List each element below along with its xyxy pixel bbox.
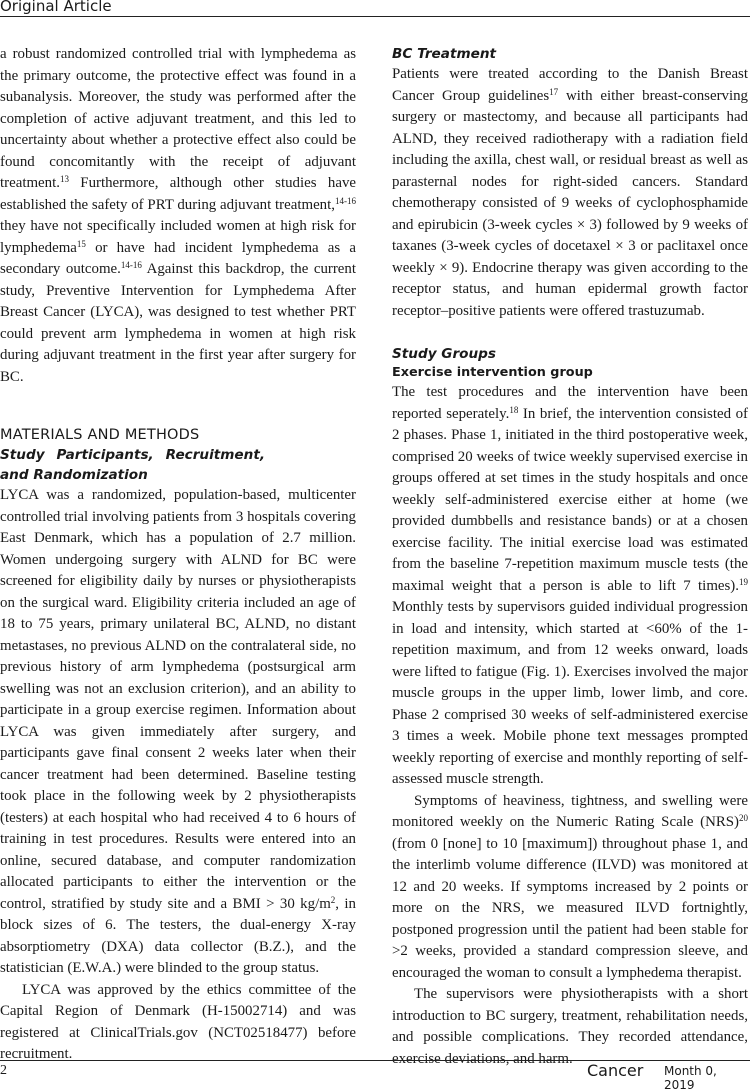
citation-superscript: 2 [330,894,336,905]
citation-superscript: 17 [549,86,559,97]
citation-superscript: 20 [739,813,748,823]
exercise-paragraph-3 [392,984,748,1070]
participants-heading: Study Participants, Recruitment, and Randomization [0,447,265,483]
text-run: (from 0 [none] to 10 [maximum]) throughout phase 1, and the interlimb volume difference (ILVD) was monitored at 12 and 20 weeks. If symptoms increased by 2 points or more on the NRS, we measured ILVD fortnightly, postponed progression until the patient had been stable for >2 weeks, provided a standard compression sleeve, and encouraged the woman to consult a lymphedema therapist. [392,835,748,981]
citation-superscript: 15 [76,238,86,249]
citation-superscript: 13 [59,174,69,184]
participants-paragraph-1 [0,485,356,980]
bc-treatment-paragraph [392,64,748,322]
citation-superscript: 14-16 [335,195,356,206]
page-number: 2 [0,1063,7,1078]
text-run: LYCA was a randomized, population-based, multicenter controlled trial involving patients from 3 hospitals covering East Denmark, which has a population of 2.7 million. Women undergoing surgery with ALND for BC were screened for eligibility daily by nurses or physiotherapists on the surgical ward. Eligibility criteria included an age of 18 to 75 years, primary unilateral BC, ALND, no distant metastases, no previous ALND on the contralateral side, no previous history of arm lymphedema (postsurgical arm swelling was not an exclusion criterion), and an ability to participate in a group exercise regimen. Information about LYCA was given immediately after surgery, and participants gave final consent 2 weeks later when their cancer treatment had been determined. Baseline testing took place in the following week by 2 physiotherapists (testers) at each hospital who had received 4 to 6 hours of training in test procedures. Results were entered into an online, secured database, and computer randomization allocated participants to either the intervention or the control, stratified by study site and a BMI > 30 kg/m [0,487,356,912]
text-run: Against this backdrop, the current study, Preventive Intervention for Lymphedema After Breast Cancer (LYCA), was designed to test whether PRT could prevent arm lymphedema in women at high risk during adjuvant treatment in the first year after surgery for BC. [0,261,356,385]
text-run: Patients were treated according to the Danish Breast Cancer Group guidelines [392,66,748,104]
bc-treatment-heading: BC Treatment [392,46,497,62]
text-run: , in block sizes of 6. The testers, the dual-energy X-ray absorptiometry (DXA) data collector (B.Z.), and the statistician (E.W.A.) were blinded to the group status. [0,895,357,976]
exercise-paragraph-2 [392,791,748,985]
page-footer [0,1061,750,1092]
text-run: Symptoms of heaviness, tightness, and swelling were monitored weekly on the Numeric Rating Scale (NRS) [392,792,748,830]
header-rule [0,16,750,17]
participants-paragraph-2 [0,980,356,1066]
exercise-paragraph-1 [392,382,748,791]
study-groups-heading: Study Groups [392,346,496,362]
text-run: LYCA was approved by the ethics committee of the Capital Region of Denmark (H-15002714) and was registered at ClinicalTrials.gov (NCT02518477) before recruitment. [0,981,356,1062]
section-header: Original Article [0,0,112,15]
text-run: they have not specifically included women at high risk for lymphedema [0,218,356,256]
citation-superscript: 14-16 [120,260,142,270]
citation-superscript: 18 [509,404,519,415]
issue-date: Month 0, 2019 [664,1064,717,1092]
text-run: a robust randomized controlled trial with lymphedema as the primary outcome, the protective effect was found in a subanalysis. Moreover, the study was performed after the completion of active adjuvant treatment, and this led to uncertainty about whether a protective effect also could be found concomitantly with the receipt of adjuvant treatment. [0,46,356,191]
left-column [0,44,356,1066]
text-run: In brief, the intervention consisted of 2 phases. Phase 1, initiated in the third postoperative week, comprised 20 weeks of twice weekly supervised exercise in groups offered at set times in the study hospitals and once weekly self-administered exercise either at home (we provided dumbbells and resistance bands) or at a chosen exercise facility. The initial exercise load was estimated from the baseline 7-repetition maximum muscle tests (the maximal weight that a person is able to lift 7 times). [392,405,748,594]
journal-name: Cancer [587,1061,644,1080]
exercise-group-heading: Exercise intervention group [392,365,593,380]
text-run: Furthermore, although other studies have established the safety of PRT during adjuvant treatment, [0,175,356,213]
text-run: with either breast-conserving surgery or mastectomy, and because all participants had ALND, they received radiotherapy with a radiation field including the axilla, chest wall, or residual breast as well as parasternal nodes for right-sided cancers. Standard chemotherapy consisted of 9 weeks of cyclophosphamide and epirubicin (3-week cycles × 3) followed by 9 weeks of taxanes (3-week cycles of docetaxel × 3 or paclitaxel once weekly × 9). Endocrine therapy was given according to the receptor status, and human epidermal growth factor receptor–positive patients were offered trastuzumab. [392,87,748,319]
citation-superscript: 19 [739,576,748,587]
methods-heading: MATERIALS AND METHODS [0,427,200,443]
text-run: The supervisors were physiotherapists with a short introduction to BC surgery, treatment, rehabilitation needs, and possible complications. They recorded attendance, exercise deviations, and harm. [392,986,748,1067]
text-run: Monthly tests by supervisors guided individual progression in load and intensity, which started at <60% of the 1-repetition maximum, and from 12 weeks onward, loads were lifted to fatigue (Fig. 1). Exercises involved the major muscle groups in the upper limb, lower limb, and core. Phase 2 comprised 30 weeks of self-administered exercise 3 times a week. Mobile phone text messages prompted weekly reporting of exercise and monthly reporting of self-assessed muscle strength. [392,599,748,787]
text-run: or have had incident lymphedema as a secondary outcome. [0,239,356,277]
intro-paragraph [0,44,356,388]
text-run: The test procedures and the intervention have been reported seperately. [392,384,748,422]
right-column [392,44,748,1070]
